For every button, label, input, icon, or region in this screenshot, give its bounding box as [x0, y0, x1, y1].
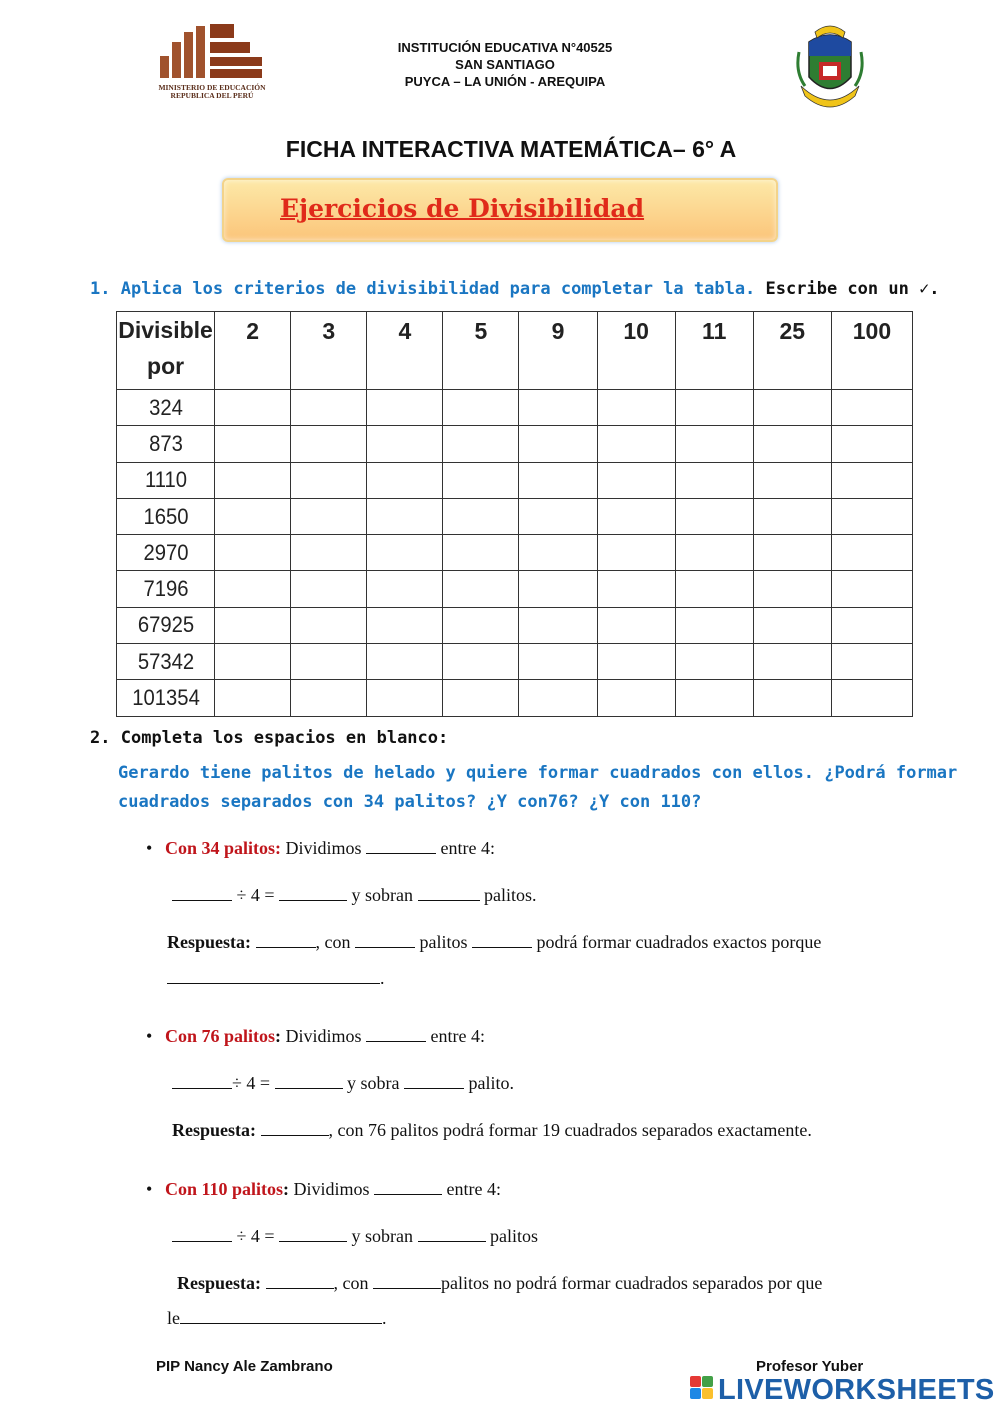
- check-cell[interactable]: [443, 607, 519, 643]
- check-cell[interactable]: [215, 535, 291, 571]
- check-cell[interactable]: [753, 607, 831, 643]
- lw-square-icon: [702, 1388, 713, 1399]
- check-cell[interactable]: [519, 390, 597, 426]
- q2-number: 2.: [90, 728, 111, 748]
- case34-answer-reason: [167, 968, 385, 989]
- table-row: [117, 462, 913, 498]
- check-cell[interactable]: [597, 390, 675, 426]
- corner-line1: Divisible: [118, 317, 213, 343]
- check-cell[interactable]: [831, 535, 912, 571]
- check-cell[interactable]: [753, 390, 831, 426]
- school-info: [330, 39, 680, 90]
- table-header-row: [117, 312, 913, 390]
- case110-answer-b: palitos no podrá formar cuadrados separados por que: [441, 1273, 823, 1293]
- q2-heading-text: Completa los espacios en blanco:: [120, 728, 449, 748]
- case76-label: Con 76 palitos: [165, 1026, 276, 1046]
- check-cell[interactable]: [831, 426, 912, 462]
- case110-answer: [177, 1273, 822, 1294]
- footer-author: PIP Nancy Ale Zambrano: [156, 1358, 333, 1375]
- bullet-icon: •: [146, 838, 153, 858]
- q2-problem: Gerardo tiene palitos de helado y quiere formar cuadrados con ellos. ¿Podrá formar cuadrados separados con 34 palitos? ¿Y con76? ¿Y con 110?: [118, 763, 958, 812]
- check-cell[interactable]: [519, 571, 597, 607]
- case76-answer: [172, 1120, 812, 1141]
- case76-answer-label: Respuesta:: [172, 1120, 256, 1140]
- case76-remainder-post: palito.: [468, 1073, 515, 1093]
- check-cell[interactable]: [675, 571, 753, 607]
- check-cell[interactable]: [753, 498, 831, 534]
- check-cell[interactable]: [367, 426, 443, 462]
- ministry-caption: [158, 84, 266, 100]
- check-cell[interactable]: [215, 571, 291, 607]
- ministry-logo-icon: [158, 22, 266, 82]
- check-cell[interactable]: [753, 571, 831, 607]
- school-name: INSTITUCIÓN EDUCATIVA N°40525: [397, 40, 613, 55]
- divisor-header: 9: [519, 312, 597, 390]
- check-cell[interactable]: [443, 571, 519, 607]
- case34-label: Con 34 palitos:: [165, 838, 282, 858]
- check-cell[interactable]: [675, 498, 753, 534]
- divisor-header: 11: [675, 312, 753, 390]
- check-cell[interactable]: [443, 498, 519, 534]
- case110-answer-c: le: [167, 1308, 180, 1328]
- case76-blank-remainder[interactable]: [404, 1074, 464, 1089]
- q1-instruction-text: Aplica los criterios de divisibilidad para completar la tabla.: [120, 279, 756, 299]
- check-cell[interactable]: [675, 426, 753, 462]
- check-cell[interactable]: [367, 462, 443, 498]
- case76-blank-number[interactable]: [172, 1074, 232, 1089]
- check-cell[interactable]: [443, 426, 519, 462]
- case76-blank-quotient[interactable]: [275, 1074, 343, 1089]
- check-cell[interactable]: [443, 644, 519, 680]
- check-cell[interactable]: [597, 535, 675, 571]
- check-cell[interactable]: [443, 535, 519, 571]
- case110-blank-dividend[interactable]: [374, 1180, 442, 1195]
- subtitle-banner: [222, 178, 778, 242]
- case110-answer-reason: [167, 1308, 387, 1329]
- case76-blank-dividend[interactable]: [366, 1027, 426, 1042]
- check-cell[interactable]: [367, 644, 443, 680]
- case110-colon: :: [283, 1179, 290, 1199]
- check-cell[interactable]: [519, 644, 597, 680]
- case34-answer: [167, 932, 821, 953]
- check-cell[interactable]: [597, 680, 675, 716]
- case76-line2: [172, 1073, 514, 1094]
- case34-divide-post: entre 4:: [440, 838, 496, 858]
- check-cell[interactable]: [831, 607, 912, 643]
- check-cell[interactable]: [367, 535, 443, 571]
- ministry-line1: MINISTERIO DE EDUCACIÓN: [158, 83, 266, 92]
- number-cell: 324: [120, 390, 210, 426]
- check-cell[interactable]: [831, 644, 912, 680]
- case110-label: Con 110 palitos: [165, 1179, 284, 1199]
- school-place: SAN SANTIAGO: [455, 57, 555, 72]
- divisor-header: 10: [597, 312, 675, 390]
- school-crest: [795, 22, 865, 112]
- number-cell: 1110: [120, 462, 210, 498]
- check-cell[interactable]: [753, 426, 831, 462]
- q2-heading: [90, 728, 448, 748]
- number-cell: 7196: [120, 571, 210, 607]
- case110-blank-answer2[interactable]: [373, 1274, 441, 1289]
- number-cell: 67925: [120, 607, 210, 643]
- check-cell[interactable]: [675, 607, 753, 643]
- table-row: [117, 390, 913, 426]
- case110-end: .: [382, 1308, 387, 1328]
- table-row: [117, 498, 913, 534]
- check-cell[interactable]: [675, 462, 753, 498]
- check-cell[interactable]: [291, 390, 367, 426]
- check-cell[interactable]: [291, 535, 367, 571]
- number-cell: 1650: [120, 498, 210, 534]
- case34-blank-quotient[interactable]: [279, 886, 347, 901]
- check-cell[interactable]: [831, 390, 912, 426]
- case34-blank-dividend[interactable]: [366, 839, 436, 854]
- table-corner-header: [117, 312, 215, 390]
- case110-blank-answer1[interactable]: [266, 1274, 334, 1289]
- check-cell[interactable]: [367, 680, 443, 716]
- case34-blank-number[interactable]: [172, 886, 232, 901]
- table-row: [117, 426, 913, 462]
- case110-line1: [146, 1179, 501, 1200]
- case34-answer-b: palitos: [419, 932, 468, 952]
- check-cell[interactable]: [519, 607, 597, 643]
- case34-line1: [146, 838, 495, 859]
- school-location: PUYCA – LA UNIÓN - AREQUIPA: [404, 74, 606, 89]
- check-cell[interactable]: [753, 644, 831, 680]
- ministry-line2: REPUBLICA DEL PERÚ: [170, 91, 254, 100]
- case34-answer-label: Respuesta:: [167, 932, 251, 952]
- check-cell[interactable]: [215, 644, 291, 680]
- q1-instruction: [90, 279, 940, 299]
- check-cell[interactable]: [519, 426, 597, 462]
- case110-answer-label: Respuesta:: [177, 1273, 261, 1293]
- footer-teacher: Profesor Yuber: [756, 1358, 864, 1375]
- check-cell[interactable]: [519, 535, 597, 571]
- check-cell[interactable]: [831, 571, 912, 607]
- case34-line2: [172, 885, 537, 906]
- check-cell[interactable]: [215, 680, 291, 716]
- case34-end: .: [380, 968, 385, 988]
- case76-op: ÷ 4 =: [232, 1073, 271, 1093]
- check-cell[interactable]: [519, 462, 597, 498]
- check-cell[interactable]: [291, 680, 367, 716]
- case110-divide-post: entre 4:: [446, 1179, 502, 1199]
- number-cell: 2970: [120, 535, 210, 571]
- check-cell[interactable]: [831, 498, 912, 534]
- table-row: [117, 680, 913, 716]
- case34-remainder-pre: y sobran: [351, 885, 414, 905]
- check-cell[interactable]: [443, 680, 519, 716]
- check-cell[interactable]: [215, 462, 291, 498]
- case110-line2: [172, 1226, 538, 1247]
- check-cell[interactable]: [291, 498, 367, 534]
- divisor-header: 2: [215, 312, 291, 390]
- check-cell[interactable]: [367, 390, 443, 426]
- table-row: [117, 571, 913, 607]
- check-cell[interactable]: [753, 535, 831, 571]
- crest-icon: [795, 22, 865, 112]
- number-cell: 101354: [120, 680, 210, 716]
- case34-blank-remainder[interactable]: [418, 886, 480, 901]
- check-cell[interactable]: [597, 462, 675, 498]
- check-cell[interactable]: [443, 390, 519, 426]
- check-cell[interactable]: [291, 462, 367, 498]
- check-cell[interactable]: [291, 607, 367, 643]
- check-cell[interactable]: [675, 390, 753, 426]
- check-cell[interactable]: [675, 644, 753, 680]
- table-row: [117, 535, 913, 571]
- check-cell[interactable]: [215, 426, 291, 462]
- case76-colon: :: [275, 1026, 282, 1046]
- table-row: [117, 607, 913, 643]
- check-cell[interactable]: [597, 607, 675, 643]
- divisor-header: 5: [443, 312, 519, 390]
- check-cell[interactable]: [597, 426, 675, 462]
- case34-op: ÷ 4 =: [236, 885, 275, 905]
- divisor-header: 25: [753, 312, 831, 390]
- table-body: [117, 390, 913, 717]
- bullet-icon: •: [146, 1026, 153, 1046]
- check-cell[interactable]: [367, 498, 443, 534]
- case34-blank-answer2[interactable]: [355, 933, 415, 948]
- q1-number: 1.: [90, 279, 111, 299]
- check-cell[interactable]: [753, 680, 831, 716]
- divisor-header: 3: [291, 312, 367, 390]
- q1-note: Escribe con un ✓.: [765, 279, 940, 299]
- check-cell[interactable]: [597, 571, 675, 607]
- case34-blank-answer1[interactable]: [256, 933, 316, 948]
- check-cell[interactable]: [519, 498, 597, 534]
- check-cell[interactable]: [215, 390, 291, 426]
- case110-blank-quotient[interactable]: [279, 1227, 347, 1242]
- worksheet-title: FICHA INTERACTIVA MATEMÁTICA– 6° A: [285, 136, 737, 162]
- check-cell[interactable]: [597, 644, 675, 680]
- divisibility-table: [116, 311, 913, 717]
- case76-answer-text: , con 76 palitos podrá formar 19 cuadrados separados exactamente.: [328, 1120, 812, 1140]
- case110-blank-reason[interactable]: [180, 1309, 382, 1324]
- check-cell[interactable]: [367, 571, 443, 607]
- case34-blank-answer3[interactable]: [472, 933, 532, 948]
- check-cell[interactable]: [597, 498, 675, 534]
- case110-remainder-pre: y sobran: [351, 1226, 414, 1246]
- case110-remainder-post: palitos: [490, 1226, 539, 1246]
- check-cell[interactable]: [367, 607, 443, 643]
- check-cell[interactable]: [291, 571, 367, 607]
- case76-blank-answer[interactable]: [261, 1121, 329, 1136]
- case110-answer-a: , con: [333, 1273, 369, 1293]
- lw-square-icon: [702, 1376, 713, 1387]
- corner-line2: por: [147, 353, 185, 379]
- table-row: [117, 644, 913, 680]
- check-cell[interactable]: [675, 535, 753, 571]
- case76-remainder-pre: y sobra: [347, 1073, 400, 1093]
- case76-line1: [146, 1026, 485, 1047]
- case110-divide-pre: Dividimos: [293, 1179, 370, 1199]
- check-cell[interactable]: [291, 644, 367, 680]
- check-cell[interactable]: [215, 498, 291, 534]
- case34-answer-a: , con: [315, 932, 351, 952]
- ministry-logo: [158, 22, 266, 108]
- case34-divide-pre: Dividimos: [285, 838, 362, 858]
- check-cell[interactable]: [291, 426, 367, 462]
- check-cell[interactable]: [831, 462, 912, 498]
- case110-blank-remainder[interactable]: [418, 1227, 486, 1242]
- case34-blank-reason[interactable]: [167, 969, 380, 984]
- lw-square-icon: [690, 1388, 701, 1399]
- case76-divide-pre: Dividimos: [285, 1026, 362, 1046]
- divisor-header: 4: [367, 312, 443, 390]
- subtitle-text: Ejercicios de Divisibilidad: [280, 194, 645, 223]
- check-cell[interactable]: [519, 680, 597, 716]
- number-cell: 873: [120, 426, 210, 462]
- liveworksheets-brand: LIVEWORKSHEETS: [718, 1374, 995, 1406]
- case110-blank-number[interactable]: [172, 1227, 232, 1242]
- check-cell[interactable]: [753, 462, 831, 498]
- check-cell[interactable]: [831, 680, 912, 716]
- check-cell[interactable]: [215, 607, 291, 643]
- case34-remainder-post: palitos.: [484, 885, 537, 905]
- bullet-icon: •: [146, 1179, 153, 1199]
- divisor-header: 100: [831, 312, 912, 390]
- lw-square-icon: [690, 1376, 701, 1387]
- check-cell[interactable]: [443, 462, 519, 498]
- case110-op: ÷ 4 =: [236, 1226, 275, 1246]
- case34-answer-c: podrá formar cuadrados exactos porque: [536, 932, 822, 952]
- number-cell: 57342: [120, 644, 210, 680]
- case76-divide-post: entre 4:: [430, 1026, 486, 1046]
- check-cell[interactable]: [675, 680, 753, 716]
